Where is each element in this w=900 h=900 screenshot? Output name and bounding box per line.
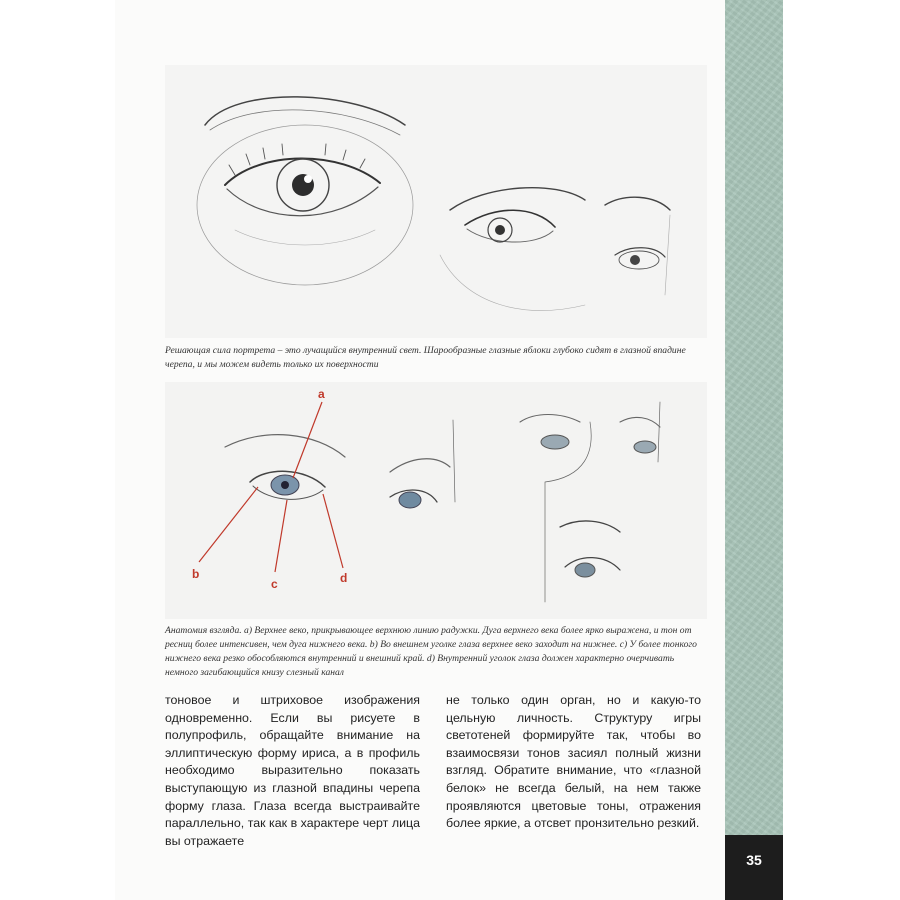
label-a: a bbox=[318, 387, 325, 401]
figure-2-caption: Анатомия взгляда. a) Верхнее веко, прикрывающее верхнюю линию радужки. Дуга верхнего века более ярко выражена, и тон от ресниц более интенсивен, чем дуга нижнего века. b) Во внешнем уголке глаза верхнее веко заходит на нижнее. c) У более тонкого нижнего века резко обособляются внутренний и внешний край. d) Внутренний уголок глаза должен характерно очерчивать немного загибающийся книзу слезный канал bbox=[165, 625, 697, 678]
label-d: d bbox=[340, 571, 348, 585]
decorative-sidebar bbox=[725, 0, 783, 835]
figure-1-caption: Решающая сила портрета – это лучащийся внутренний свет. Шарообразные глазные яблоки глубоко сидят в глазной впадине черепа, и мы можем видеть только их поверхности bbox=[165, 345, 686, 370]
eye-anatomy-drawing bbox=[165, 382, 707, 619]
eye-sketch-drawing-1 bbox=[165, 65, 707, 338]
eye-sketch-figure-1 bbox=[165, 65, 707, 338]
page-number: 35 bbox=[725, 835, 783, 900]
body-text-right-column: не только один орган, но и какую-то цельную личность. Структуру игры светотеней формируйте так, чтобы во взаимосвязи тонов засиял полный жизни взгляд. Обратите внимание, что «глазной белок» не всегда белый, на нем также проявляются цветовые тоны, отражения более яркие, а отсвет пронзительно резкий. bbox=[446, 693, 701, 831]
eye-anatomy-figure-2 bbox=[165, 382, 707, 619]
label-b: b bbox=[192, 567, 200, 581]
label-c: c bbox=[271, 577, 278, 591]
body-text-left-column: тоновое и штриховое изображения одновременно. Если вы рисуете в полупрофиль, обращайте внимание на эллиптическую форму ириса, а в профиль необходимо выразительно показать выступающую из глазной впадины черепа форму глаза. Глаза всегда выстраивайте параллельно, так как в характере черт лица вы отражаете bbox=[165, 693, 420, 848]
